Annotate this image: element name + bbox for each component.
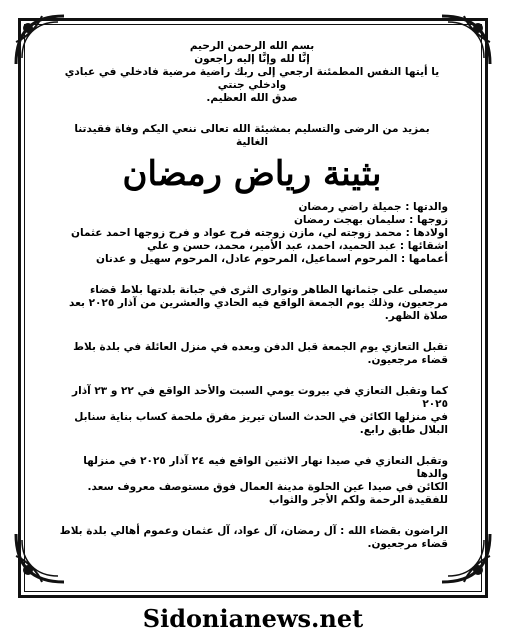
siblings-line: اشقائها : عبد الحميد، احمد، عبد الأمير، محمد، حسن و علي [147, 240, 448, 252]
mother-line: والدتها : جميلة راضي رمضان [298, 201, 448, 213]
intro-line: الغالية [235, 136, 268, 148]
deceased-name: بثينة رياض رمضان [122, 154, 382, 194]
condolence-line: تقبل التعازي يوم الجمعة قبل الدفن وبعده في منزل العائلة في بلدة بلاط [73, 341, 448, 353]
condolence-block [56, 385, 448, 437]
verse-line: إنَّا لله وإنَّا إليه راجعون [194, 53, 310, 65]
condolence-block [56, 341, 448, 367]
intro-line: بمزيد من الرضى والتسليم بمشيئة الله تعالى ننعي اليكم وفاة فقيدتنا [74, 123, 430, 135]
condolence-line: الكائن في صيدا عين الحلوة مدينة العمال فوق مستوصف معروف سعد. [87, 481, 448, 493]
family-block [56, 201, 448, 266]
condolence-line: في منزلها الكائن في الحدث السان تيريز مفرق ملحمة كساب بناية سنابل [74, 411, 448, 423]
uncles-line: أعمامها : المرحوم اسماعيل، المرحوم عادل، المرحوم سهيل و عدنان [96, 253, 448, 265]
basmala: بسم الله الرحمن الرحيم [189, 40, 315, 52]
watermark: Sidonianews.net [142, 604, 364, 633]
verse-line: صدق الله العظيم. [206, 92, 298, 104]
burial-block [56, 284, 448, 323]
obituary-body [56, 40, 448, 551]
condolence-line: البلال طابق رابع. [359, 424, 448, 436]
condolence-line: للفقيدة الرحمة ولكم الأجر والثواب [269, 494, 448, 506]
condolence-line: وتقبل التعازي في صيدا نهار الاثنين الواقع فيه ٢٤ آذار ٢٠٢٥ في منزلها والدها [83, 455, 448, 480]
condolence-line: كما وتقبل التعازي في بيروت يومي السبت والأحد الواقع في ٢٢ و ٢٣ آذار ٢٠٢٥ [72, 385, 448, 410]
verse-block [56, 40, 448, 105]
husband-line: زوجها : سليمان بهجت رمضان [293, 214, 448, 226]
mourners-line: الراضون بقضاء الله : آل رمضان، آل عواد، آل عثمان وعموم أهالي بلدة بلاط [59, 525, 448, 537]
children-line: اولادها : محمد زوجته لي، مازن زوجته فرح عواد و فرح زوجها احمد عثمان [71, 227, 448, 239]
verse-line: وادخلي جنتي [217, 79, 287, 91]
condolence-block [56, 455, 448, 507]
mourners-line: قضاء مرجعيون. [367, 538, 448, 550]
verse-line: يا أيتها النفس المطمئنة ارجعي إلى ربك راضية مرضية فادخلي في عبادي [64, 66, 440, 78]
intro-block [56, 123, 448, 149]
burial-line: صلاة الظهر. [384, 310, 448, 322]
burial-line: مرجعيون، وذلك يوم الجمعة الواقع فيه الحادي والعشرين من آذار ٢٠٢٥ بعد [69, 297, 448, 309]
condolence-line: قضاء مرجعيون. [367, 354, 448, 366]
burial-line: سيصلى على جثمانها الطاهر وتوارى الثرى في جبانة بلدتها بلاط قضاء [89, 284, 448, 296]
mourners-block [56, 525, 448, 551]
